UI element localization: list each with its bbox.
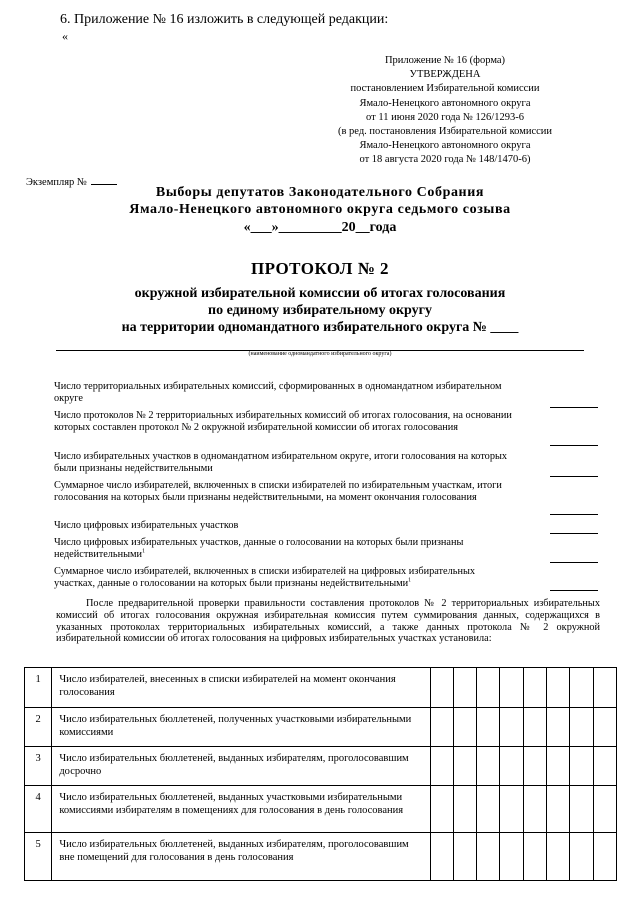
approval-line: (в ред. постановления Избирательной комиссии [337,126,553,138]
digit-cell[interactable] [523,668,546,708]
digit-cell[interactable] [453,668,476,708]
copy-number-label: Экземпляр № [26,177,87,188]
digit-cell[interactable] [453,786,476,833]
table-row [25,708,617,747]
opening-quote-mark: « [62,29,68,43]
digit-cell[interactable] [477,708,500,747]
digit-cell[interactable] [570,668,593,708]
district-name-caption: (наименование одномандатного избирательного округа) [248,351,392,357]
item-value-blank[interactable] [550,533,598,534]
item-text: Число цифровых избирательных участков, данные о голосовании на которых были признаны недействительными [54,537,464,560]
digit-cell[interactable] [523,786,546,833]
item-value-blank[interactable] [550,562,598,563]
digit-cell[interactable] [430,668,453,708]
approval-line: Ямало-Ненецкого автономного округа [359,97,531,109]
row-number: 5 [25,833,52,881]
election-title [0,184,640,218]
item-value-blank[interactable] [550,407,598,408]
digit-cell[interactable] [477,833,500,881]
digit-cell[interactable] [547,708,570,747]
preliminary-item-5 [54,520,516,532]
table-row [25,668,617,708]
digit-cell[interactable] [547,747,570,786]
subtitle-line: по единому избирательному округу [208,303,432,318]
approval-line: Приложение № 16 (форма) [384,55,506,66]
table-row [25,833,617,881]
row-label: Число избирательных бюллетеней, выданных участковыми избирательными комиссиями избирателям в помещениях для голосования в день голосования [52,786,430,833]
subtitle-line: окружной избирательной комиссии об итогах голосования [134,286,506,301]
digit-cell[interactable] [430,708,453,747]
row-label: Число избирательных бюллетеней, полученных участковыми избирательными комиссиями [52,708,430,747]
digit-cell[interactable] [523,747,546,786]
digit-cell[interactable] [570,833,593,881]
preliminary-item-7 [54,566,516,589]
digit-cell[interactable] [593,747,616,786]
approval-line: Ямало-Ненецкого автономного округа [359,140,531,152]
digit-cell[interactable] [500,747,523,786]
item-value-blank[interactable] [550,590,598,591]
digit-cell[interactable] [430,786,453,833]
digit-cell[interactable] [500,786,523,833]
item-text: Число цифровых избирательных участков [54,520,239,531]
preliminary-item-3 [54,451,516,474]
item-text: Суммарное число избирателей, включенных в списки избирателей на цифровых избирательных участках, данные о голосовании на которых были признаны недействительными [54,566,476,589]
digit-cell[interactable] [593,786,616,833]
election-title-line: Выборы депутатов Законодательного Собрания [155,185,485,200]
approval-line: постановлением Избирательной комиссии [350,83,540,95]
digit-cell[interactable] [453,833,476,881]
footnote-mark: 1 [408,577,412,584]
row-label: Число избирателей, внесенных в списки избирателей на момент окончания голосования [52,668,430,708]
digit-cell[interactable] [477,786,500,833]
protocol-title: ПРОТОКОЛ № 2 [250,259,390,278]
row-number: 1 [25,668,52,708]
digit-cell[interactable] [593,668,616,708]
digit-cell[interactable] [523,833,546,881]
digit-cell[interactable] [547,786,570,833]
digit-cell[interactable] [477,668,500,708]
item-text: Число территориальных избирательных комиссий, сформированных в одномандатном избирательном округе [54,381,502,404]
digit-cell[interactable] [593,708,616,747]
digit-cell[interactable] [570,747,593,786]
row-number: 3 [25,747,52,786]
item-value-blank[interactable] [550,476,598,477]
digit-cell[interactable] [547,668,570,708]
digit-cell[interactable] [570,786,593,833]
subtitle-line: на территории одномандатного избирательного округа № ____ [121,320,519,335]
approval-block [300,54,590,168]
digit-cell[interactable] [453,747,476,786]
item-value-blank[interactable] [550,445,598,446]
digit-cell[interactable] [593,833,616,881]
digit-cell[interactable] [453,708,476,747]
preliminary-item-1 [54,381,516,404]
row-label: Число избирательных бюллетеней, выданных избирателям, проголосовавшим досрочно [52,747,430,786]
table-row [25,747,617,786]
digit-cell[interactable] [570,708,593,747]
digit-cell[interactable] [430,833,453,881]
digit-cell[interactable] [500,708,523,747]
preliminary-item-2 [54,410,516,433]
approval-line: от 18 августа 2020 года № 148/1470-6) [359,154,531,166]
table-row [25,786,617,833]
item-value-blank[interactable] [550,514,598,515]
results-table [24,667,617,881]
digit-cell[interactable] [500,833,523,881]
amendment-intro: 6. Приложение № 16 изложить в следующей редакции: [60,12,389,27]
digit-cell[interactable] [547,833,570,881]
approval-line: от 11 июня 2020 года № 126/1293-6 [366,111,524,123]
digit-cell[interactable] [500,668,523,708]
date-line: «___»_________20__года [243,220,397,235]
row-number: 4 [25,786,52,833]
digit-cell[interactable] [523,708,546,747]
preliminary-item-6 [54,537,516,560]
digit-cell[interactable] [477,747,500,786]
item-text: Число протоколов № 2 территориальных избирательных комиссий об итогах голосования, на основании которых составлен протокол № 2 окружной избирательной комиссии об итогах голосования [54,410,512,433]
preliminary-item-4 [54,480,516,503]
row-number: 2 [25,708,52,747]
footnote-mark: 1 [142,548,146,555]
row-label: Число избирательных бюллетеней, выданных избирателям, проголосовавшим вне помещений для голосования в день голосования [52,833,430,881]
approval-line: УТВЕРЖДЕНА [409,69,481,81]
election-title-line: Ямало-Ненецкого автономного округа седьмого созыва [129,202,511,217]
digit-cell[interactable] [430,747,453,786]
summary-paragraph: После предварительной проверки правильности составления протоколов № 2 территориальных избирательных комиссий об итогах голосования окружная избирательная комиссия путем суммирования данных, содержащихся в указанных протоколах территориальных избирательных комиссий, а также данных протокола № 2 окружной избирательной комиссии об итогах голосования на цифровых избирательных участках установила: [56,598,600,645]
item-text: Число избирательных участков в одномандатном избирательном округе, итоги голосования на которых были признаны недействительными [54,451,508,474]
protocol-subtitle [0,285,640,336]
item-text: Суммарное число избирателей, включенных в списки избирателей по избирательным участкам, итоги голосования на которых были признаны недействительными, на момент окончания голосования [54,480,502,503]
